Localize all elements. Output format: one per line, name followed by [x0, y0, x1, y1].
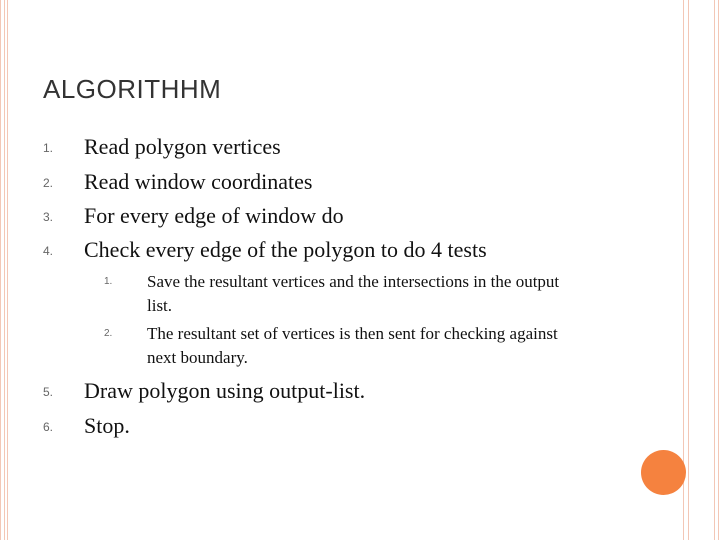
- left-border-line: [7, 0, 8, 540]
- substep-number: 2.: [104, 328, 113, 339]
- right-border-line: [714, 0, 715, 540]
- substep-text: Save the resultant vertices and the intersections in the output list.: [147, 272, 560, 315]
- substep-number: 1.: [104, 276, 113, 287]
- step-number: 5.: [43, 385, 54, 399]
- step-text: Read window coordinates: [84, 169, 313, 194]
- step-number: 4.: [43, 244, 54, 258]
- right-border-line: [683, 0, 684, 540]
- step-text: For every edge of window do: [84, 203, 344, 228]
- decorative-circle: [641, 450, 686, 495]
- step-text: Read polygon vertices: [84, 134, 281, 159]
- substep-text: The resultant set of vertices is then sent for checking against next boundary.: [147, 324, 558, 367]
- step-number: 6.: [43, 420, 54, 434]
- step-text: Draw polygon using output-list.: [84, 378, 366, 403]
- left-border-line: [0, 0, 1, 540]
- step-number: 1.: [43, 141, 54, 155]
- right-border-line: [718, 0, 719, 540]
- step-number: 2.: [43, 176, 54, 190]
- step-number: 3.: [43, 210, 54, 224]
- right-border-line: [688, 0, 689, 540]
- slide-title: ALGORITHHM: [43, 74, 222, 104]
- step-text: Stop.: [84, 413, 130, 438]
- step-text: Check every edge of the polygon to do 4 tests: [84, 237, 487, 262]
- left-border-line: [4, 0, 5, 540]
